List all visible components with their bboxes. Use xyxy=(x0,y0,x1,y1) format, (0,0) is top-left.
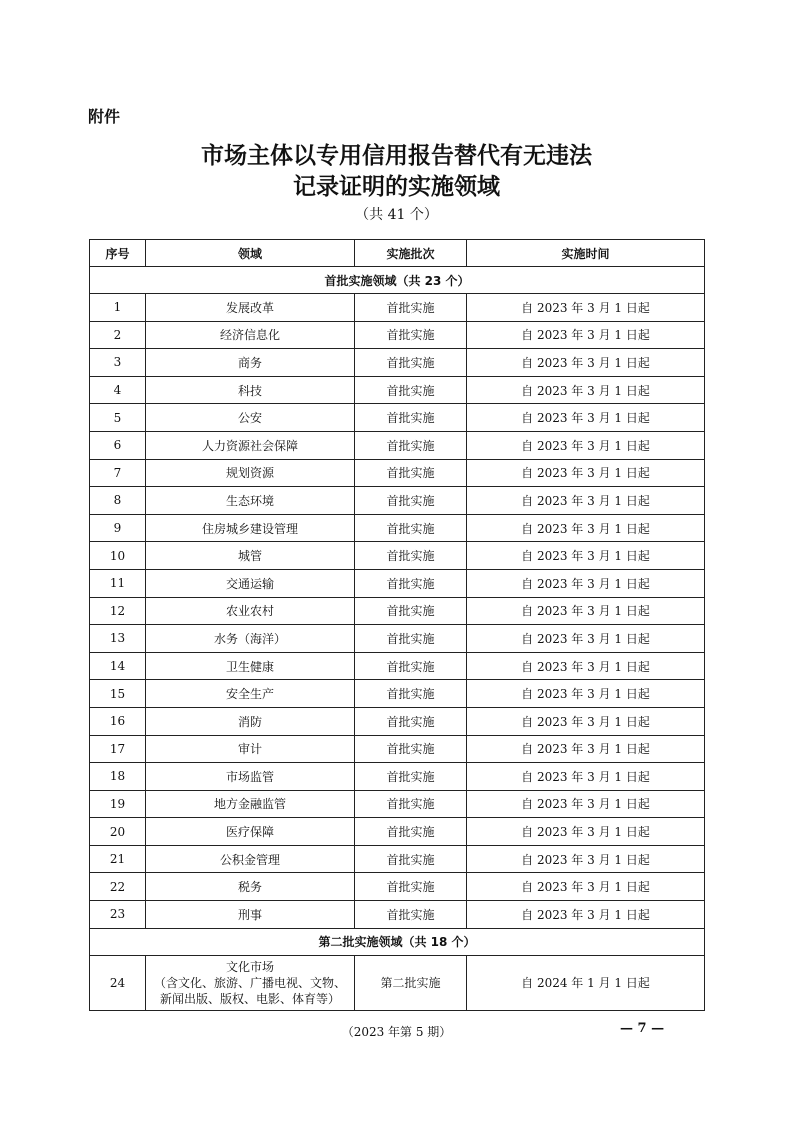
cell-field: 刑事 xyxy=(146,901,355,929)
table-row xyxy=(90,487,705,515)
cell-time: 自 2023 年 3 月 1 日起 xyxy=(467,321,705,349)
cell-field: 经济信息化 xyxy=(146,321,355,349)
cell-field: 地方金融监管 xyxy=(146,790,355,818)
cell-number: 19 xyxy=(90,790,146,818)
table-row xyxy=(90,818,705,846)
section-row-first-batch xyxy=(90,267,705,294)
cell-field: 税务 xyxy=(146,873,355,901)
cell-batch: 首批实施 xyxy=(355,818,467,846)
cell-batch: 首批实施 xyxy=(355,680,467,708)
cell-time: 自 2023 年 3 月 1 日起 xyxy=(467,349,705,377)
cell-time: 自 2023 年 3 月 1 日起 xyxy=(467,790,705,818)
table-row xyxy=(90,680,705,708)
cell-batch: 首批实施 xyxy=(355,873,467,901)
cell-number: 1 xyxy=(90,294,146,322)
cell-field: 交通运输 xyxy=(146,569,355,597)
cell-batch: 首批实施 xyxy=(355,514,467,542)
cell-batch: 首批实施 xyxy=(355,901,467,929)
cell-time: 自 2023 年 3 月 1 日起 xyxy=(467,542,705,570)
table-row xyxy=(90,873,705,901)
cell-batch: 首批实施 xyxy=(355,542,467,570)
cell-number: 7 xyxy=(90,459,146,487)
cell-batch: 首批实施 xyxy=(355,597,467,625)
cell-time: 自 2024 年 1 月 1 日起 xyxy=(467,955,705,1010)
issue-footer: （2023 年第 5 期） xyxy=(341,1025,452,1039)
cell-field: 农业农村 xyxy=(146,597,355,625)
cell-field: 市场监管 xyxy=(146,763,355,791)
cell-time: 自 2023 年 3 月 1 日起 xyxy=(467,763,705,791)
cell-field: 人力资源社会保障 xyxy=(146,431,355,459)
cell-field: 水务（海洋） xyxy=(146,625,355,653)
cell-number: 22 xyxy=(90,873,146,901)
section-title-first-batch: 首批实施领域（共 23 个） xyxy=(90,267,705,294)
cell-field: 生态环境 xyxy=(146,487,355,515)
cell-number: 14 xyxy=(90,652,146,680)
cell-batch: 首批实施 xyxy=(355,431,467,459)
table-row xyxy=(90,514,705,542)
cell-field: 公积金管理 xyxy=(146,845,355,873)
cell-batch: 首批实施 xyxy=(355,321,467,349)
cell-field: 消防 xyxy=(146,707,355,735)
table-row xyxy=(90,955,705,1010)
cell-number: 8 xyxy=(90,487,146,515)
cell-number: 10 xyxy=(90,542,146,570)
cell-time: 自 2023 年 3 月 1 日起 xyxy=(467,459,705,487)
cell-field: 审计 xyxy=(146,735,355,763)
table-row xyxy=(90,404,705,432)
cell-number: 15 xyxy=(90,680,146,708)
header-time: 实施时间 xyxy=(467,240,705,267)
cell-time: 自 2023 年 3 月 1 日起 xyxy=(467,845,705,873)
table-row xyxy=(90,321,705,349)
cell-number: 2 xyxy=(90,321,146,349)
cell-number: 11 xyxy=(90,569,146,597)
header-number: 序号 xyxy=(90,240,146,267)
document-subtitle: （共 41 个） xyxy=(355,207,438,223)
field-line: （含文化、旅游、广播电视、文物、 xyxy=(153,975,346,990)
cell-time: 自 2023 年 3 月 1 日起 xyxy=(467,873,705,901)
cell-field: 卫生健康 xyxy=(146,652,355,680)
field-line: 新闻出版、版权、电影、体育等） xyxy=(159,991,340,1006)
page-number: — 7 — xyxy=(620,1021,665,1036)
table-row xyxy=(90,349,705,377)
cell-time: 自 2023 年 3 月 1 日起 xyxy=(467,431,705,459)
table-row xyxy=(90,459,705,487)
cell-time: 自 2023 年 3 月 1 日起 xyxy=(467,818,705,846)
table-row xyxy=(90,569,705,597)
cell-field: 科技 xyxy=(146,376,355,404)
table-row xyxy=(90,735,705,763)
cell-number: 21 xyxy=(90,845,146,873)
cell-time: 自 2023 年 3 月 1 日起 xyxy=(467,487,705,515)
table-row xyxy=(90,763,705,791)
cell-time: 自 2023 年 3 月 1 日起 xyxy=(467,680,705,708)
cell-batch: 首批实施 xyxy=(355,652,467,680)
cell-batch: 首批实施 xyxy=(355,625,467,653)
cell-number: 17 xyxy=(90,735,146,763)
header-batch: 实施批次 xyxy=(355,240,467,267)
cell-time: 自 2023 年 3 月 1 日起 xyxy=(467,404,705,432)
cell-field: 公安 xyxy=(146,404,355,432)
table-row xyxy=(90,542,705,570)
cell-number: 13 xyxy=(90,625,146,653)
table-row xyxy=(90,901,705,929)
cell-batch: 首批实施 xyxy=(355,845,467,873)
cell-time: 自 2023 年 3 月 1 日起 xyxy=(467,569,705,597)
cell-field: 安全生产 xyxy=(146,680,355,708)
cell-number: 24 xyxy=(90,955,146,1010)
table-row xyxy=(90,845,705,873)
table-row xyxy=(90,597,705,625)
table-row xyxy=(90,790,705,818)
cell-time: 自 2023 年 3 月 1 日起 xyxy=(467,514,705,542)
cell-field: 城管 xyxy=(146,542,355,570)
cell-number: 6 xyxy=(90,431,146,459)
section-title-second-batch: 第二批实施领域（共 18 个） xyxy=(90,928,705,955)
document-title-line2: 记录证明的实施领域 xyxy=(293,173,500,200)
cell-number: 9 xyxy=(90,514,146,542)
table-row xyxy=(90,707,705,735)
cell-time: 自 2023 年 3 月 1 日起 xyxy=(467,707,705,735)
table-header-row xyxy=(90,240,705,267)
cell-number: 20 xyxy=(90,818,146,846)
cell-batch: 首批实施 xyxy=(355,790,467,818)
cell-batch: 首批实施 xyxy=(355,404,467,432)
cell-time: 自 2023 年 3 月 1 日起 xyxy=(467,652,705,680)
cell-batch: 首批实施 xyxy=(355,707,467,735)
cell-number: 23 xyxy=(90,901,146,929)
cell-time: 自 2023 年 3 月 1 日起 xyxy=(467,901,705,929)
table-row xyxy=(90,294,705,322)
document-title-line1: 市场主体以专用信用报告替代有无违法 xyxy=(201,142,592,169)
cell-time: 自 2023 年 3 月 1 日起 xyxy=(467,294,705,322)
cell-number: 16 xyxy=(90,707,146,735)
cell-batch: 首批实施 xyxy=(355,763,467,791)
cell-batch: 首批实施 xyxy=(355,349,467,377)
header-field: 领域 xyxy=(146,240,355,267)
table-row xyxy=(90,652,705,680)
cell-field: 规划资源 xyxy=(146,459,355,487)
cell-batch: 首批实施 xyxy=(355,487,467,515)
cell-batch: 首批实施 xyxy=(355,569,467,597)
cell-batch: 首批实施 xyxy=(355,735,467,763)
cell-number: 4 xyxy=(90,376,146,404)
cell-time: 自 2023 年 3 月 1 日起 xyxy=(467,735,705,763)
section-row-second-batch xyxy=(90,928,705,955)
cell-batch: 首批实施 xyxy=(355,376,467,404)
table-row xyxy=(90,376,705,404)
cell-field: 医疗保障 xyxy=(146,818,355,846)
table-row xyxy=(90,431,705,459)
cell-time: 自 2023 年 3 月 1 日起 xyxy=(467,625,705,653)
cell-field: 商务 xyxy=(146,349,355,377)
cell-time: 自 2023 年 3 月 1 日起 xyxy=(467,597,705,625)
cell-batch: 首批实施 xyxy=(355,459,467,487)
cell-field xyxy=(146,955,355,1010)
cell-field: 发展改革 xyxy=(146,294,355,322)
cell-number: 12 xyxy=(90,597,146,625)
attachment-label: 附件 xyxy=(88,107,121,126)
cell-batch: 首批实施 xyxy=(355,294,467,322)
cell-field: 住房城乡建设管理 xyxy=(146,514,355,542)
cell-batch: 第二批实施 xyxy=(355,955,467,1010)
implementation-fields-table xyxy=(89,239,705,1011)
cell-number: 5 xyxy=(90,404,146,432)
cell-number: 3 xyxy=(90,349,146,377)
cell-number: 18 xyxy=(90,763,146,791)
field-line: 文化市场 xyxy=(225,959,274,974)
cell-time: 自 2023 年 3 月 1 日起 xyxy=(467,376,705,404)
table-row xyxy=(90,625,705,653)
